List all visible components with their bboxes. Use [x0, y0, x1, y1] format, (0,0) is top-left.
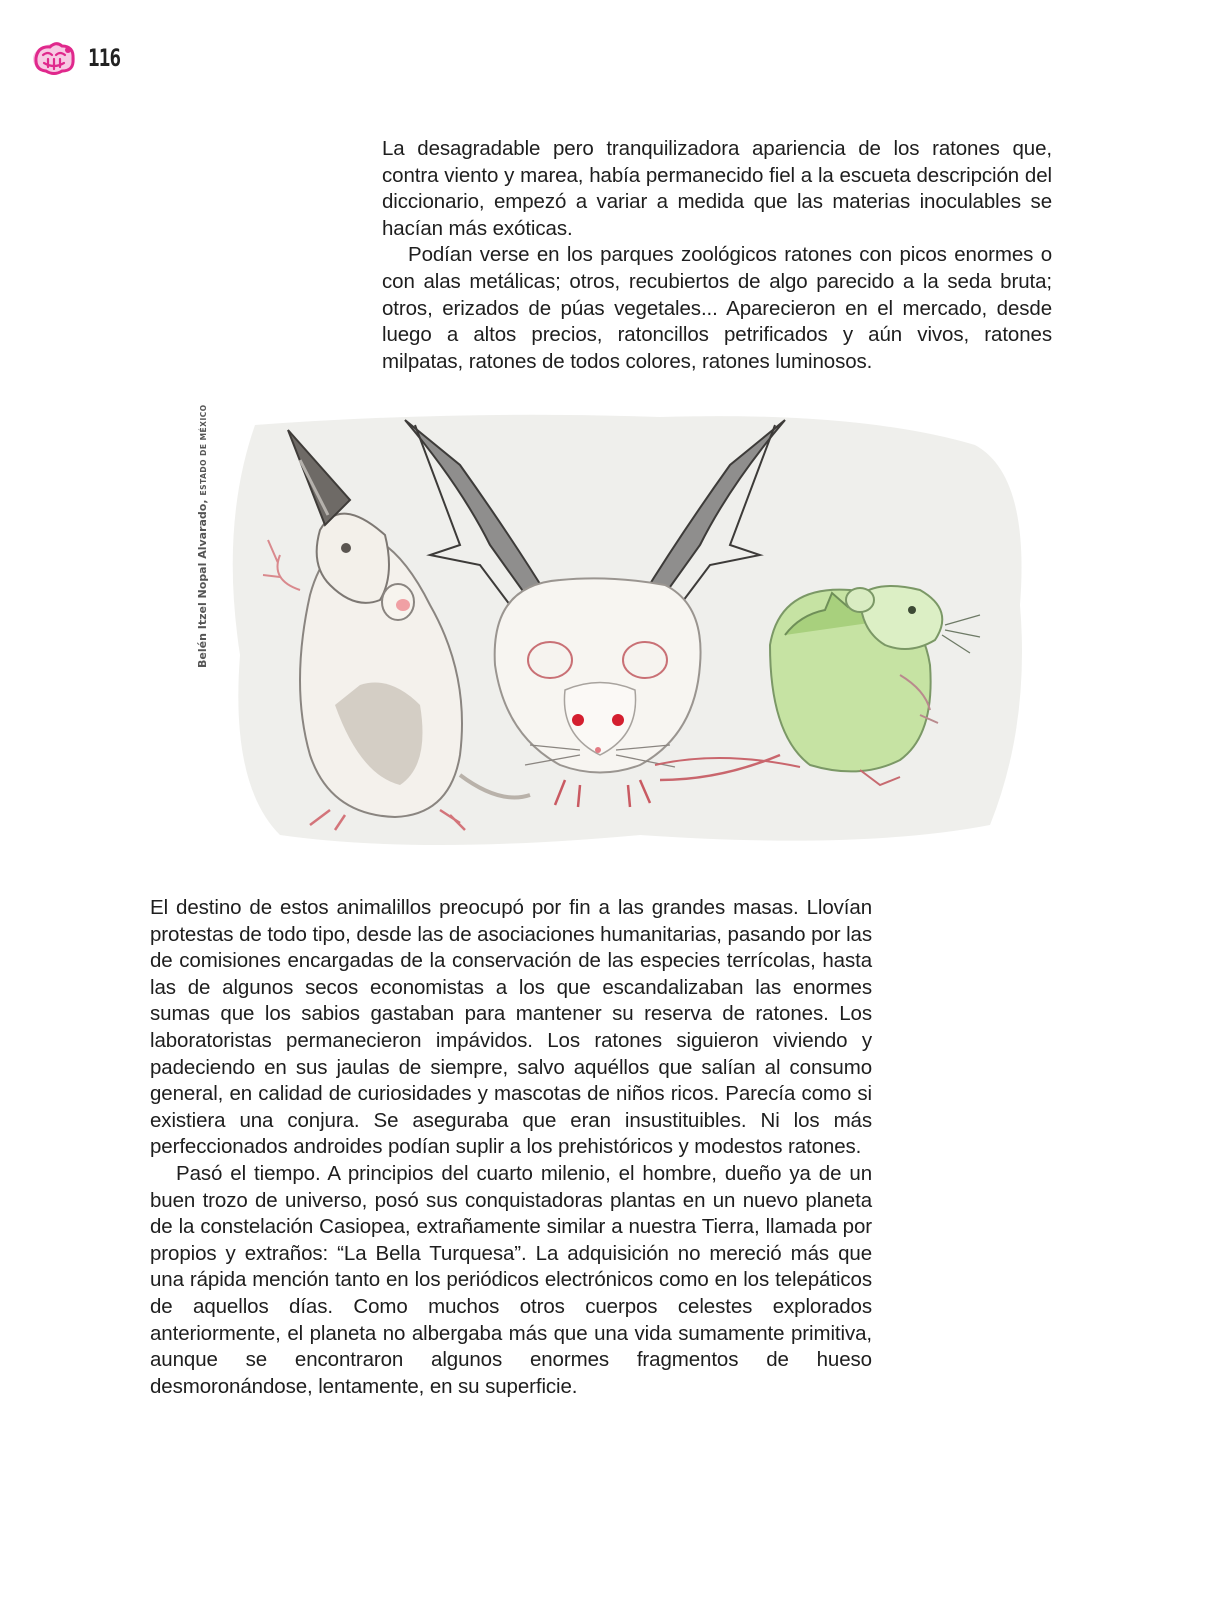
paragraph: Podían verse en los parques zoológicos ratones con picos enormes o con alas metálicas; otros, recubiertos de algo parecido a la seda bruta; otros, erizados de púas vegetales... Aparecieron en el mercado, desde luego a altos precios, ratoncillos petrificados y aún vivos, ratones milpatas, ratones de todos colores, ratones luminosos.	[382, 243, 1052, 373]
bottom-text-block	[150, 895, 872, 1400]
paragraph: La desagradable pero tranquilizadora apariencia de los ratones que, contra viento y marea, había permanecido fiel a la escueta descripción del diccionario, empezó a variar a medida que las materias inoculables se hacían más exóticas.	[382, 137, 1052, 240]
credit-place: ESTADO DE MÉXICO	[199, 404, 208, 496]
top-text-block	[382, 136, 1052, 375]
page-number: 116	[88, 44, 121, 72]
credit-name: Belén Itzel Nopal Alvarado,	[196, 499, 209, 668]
paragraph: El destino de estos animalillos preocupó por fin a las grandes masas. Llovían protestas de todo tipo, desde las de asociaciones humanitarias, pasando por las de comisiones encargadas de la conservación de las especies terrícolas, hasta las de algunos secos economistas a los que escandalizaban las enormes sumas que los sabios gastaban para mantener su reserva de ratones. Los laboratoristas permanecieron impávidos. Los ratones siguieron viviendo y padeciendo en sus jaulas de siempre, salvo aquéllos que salían al consumo general, en calidad de curiosidades y mascotas de niños ricos. Parecía como si existiera una conjura. Se aseguraba que eran insustituibles. Ni los más perfeccionados androides podían suplir a los prehistóricos y modestos ratones.	[150, 896, 872, 1159]
mice-illustration	[160, 405, 1040, 865]
book-logo-icon	[30, 38, 78, 78]
page-header	[30, 38, 128, 78]
paragraph: Pasó el tiempo. A principios del cuarto milenio, el hombre, dueño ya de un buen trozo de universo, posó sus conquistadoras plantas en un nuevo planeta de la constelación Casiopea, extrañamente similar a nuestra Tierra, llamada por propios y extraños: “La Bella Turquesa”. La adquisición no mereció más que una rápida mención tanto en los periódicos electrónicos como en los telepáticos de aquellos días. Como muchos otros cuerpos celestes explorados anteriormente, el planeta no albergaba más que una vida sumamente primitiva, aunque se encontraron algunos enormes fragmentos de hueso desmoronándose, lentamente, en su superficie.	[150, 1161, 872, 1398]
